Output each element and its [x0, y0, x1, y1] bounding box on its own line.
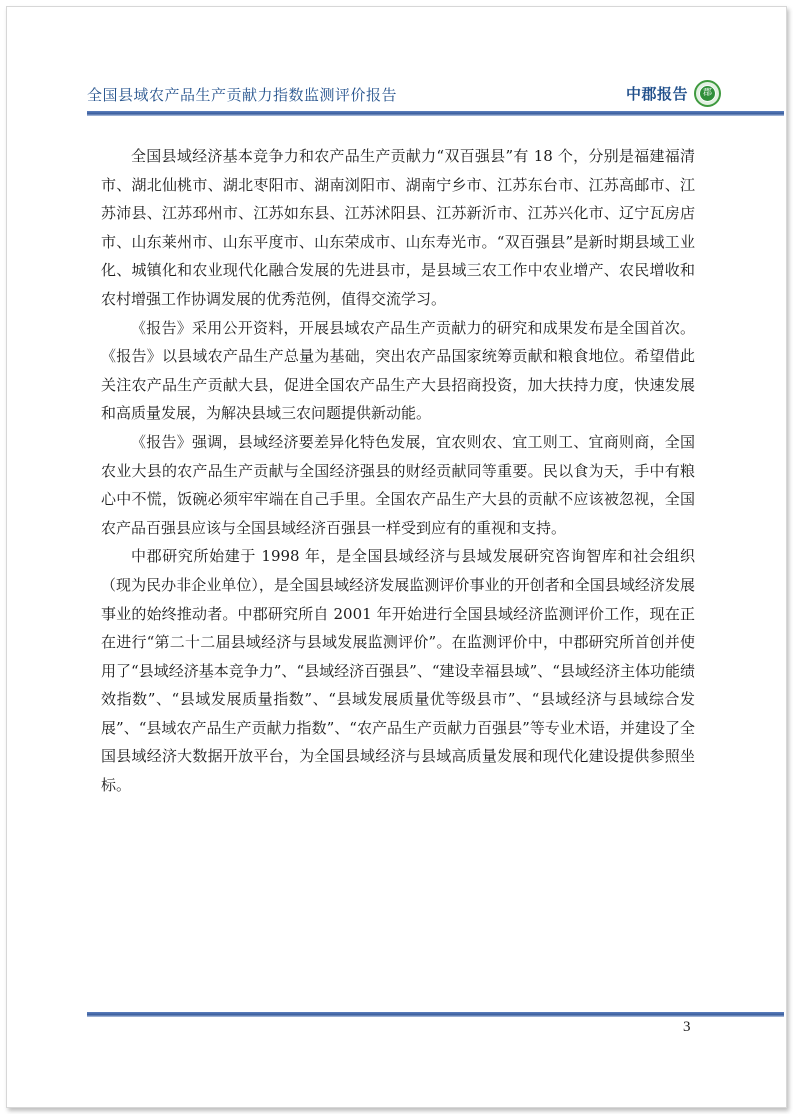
footer-divider: [87, 1012, 784, 1017]
paragraph-double-top-counties: 全国县域经济基本竞争力和农产品生产贡献力“双百强县”有 18 个，分别是福建福清市、湖北仙桃市、湖北枣阳市、湖南浏阳市、湖南宁乡市、江苏东台市、江苏高邮市、江苏沛县、江苏邳州市、江苏如东县、江苏沭阳县、江苏新沂市、江苏兴化市、辽宁瓦房店市、山东莱州市、山东平度市、山东荣成市、山东寿光市。“双百强县”是新时期县域工业化、城镇化和农业现代化融合发展的先进县市，是县域三农工作中农业增产、农民增收和农村增强工作协调发展的优秀范例，值得交流学习。: [101, 147, 695, 308]
brand-logo-text: 郡: [700, 86, 715, 101]
brand-logo-icon: [694, 80, 721, 107]
report-header-title: 全国县域农产品生产贡献力指数监测评价报告: [87, 86, 398, 104]
brand-name: 中郡报告: [626, 85, 689, 103]
paragraph-report-emphasis: 《报告》强调，县域经济要差异化特色发展，宜农则农、宜工则工、宜商则商，全国农业大县的农产品生产贡献与全国经济强县的财经贡献同等重要。民以食为天，手中有粮心中不慌，饭碗必须牢牢端在自己手里。全国农产品生产大县的贡献不应该被忽视，全国农产品百强县应该与全国县域经济百强县一样受到应有的重视和支持。: [101, 432, 695, 537]
header-divider: [87, 111, 784, 116]
report-body: [101, 142, 695, 800]
brand: [626, 80, 721, 107]
paragraph-institute-intro: 中郡研究所始建于 1998 年，是全国县域经济与县域发展研究咨询智库和社会组织（现为民办非企业单位），是全国县域经济发展监测评价事业的开创者和全国县域经济发展事业的始终推动者。中郡研究所自 2001 年开始进行全国县域经济监测评价工作，现在正在进行“第二十二届县域经济与县域发展监测评价”。在监测评价中，中郡研究所首创并使用了“县域经济基本竞争力”、“县域经济百强县”、“建设幸福县域”、“县域经济主体功能绩效指数”、“县域发展质量指数”、“县域发展质量优等级县市”、“县域经济与县域综合发展”、“县域农产品生产贡献力指数”、“农产品生产贡献力百强县”等专业术语，并建设了全国县域经济大数据开放平台，为全国县域经济与县域高质量发展和现代化建设提供参照坐标。: [101, 547, 695, 795]
page-number: 3: [683, 1019, 691, 1035]
paragraph-report-method: 《报告》采用公开资料，开展县域农产品生产贡献力的研究和成果发布是全国首次。《报告》以县域农产品生产总量为基础，突出农产品国家统筹贡献和粮食地位。希望借此关注农产品生产贡献大县，促进全国农产品生产大县招商投资，加大扶持力度，快速发展和高质量发展，为解决县域三农问题提供新动能。: [101, 318, 695, 423]
